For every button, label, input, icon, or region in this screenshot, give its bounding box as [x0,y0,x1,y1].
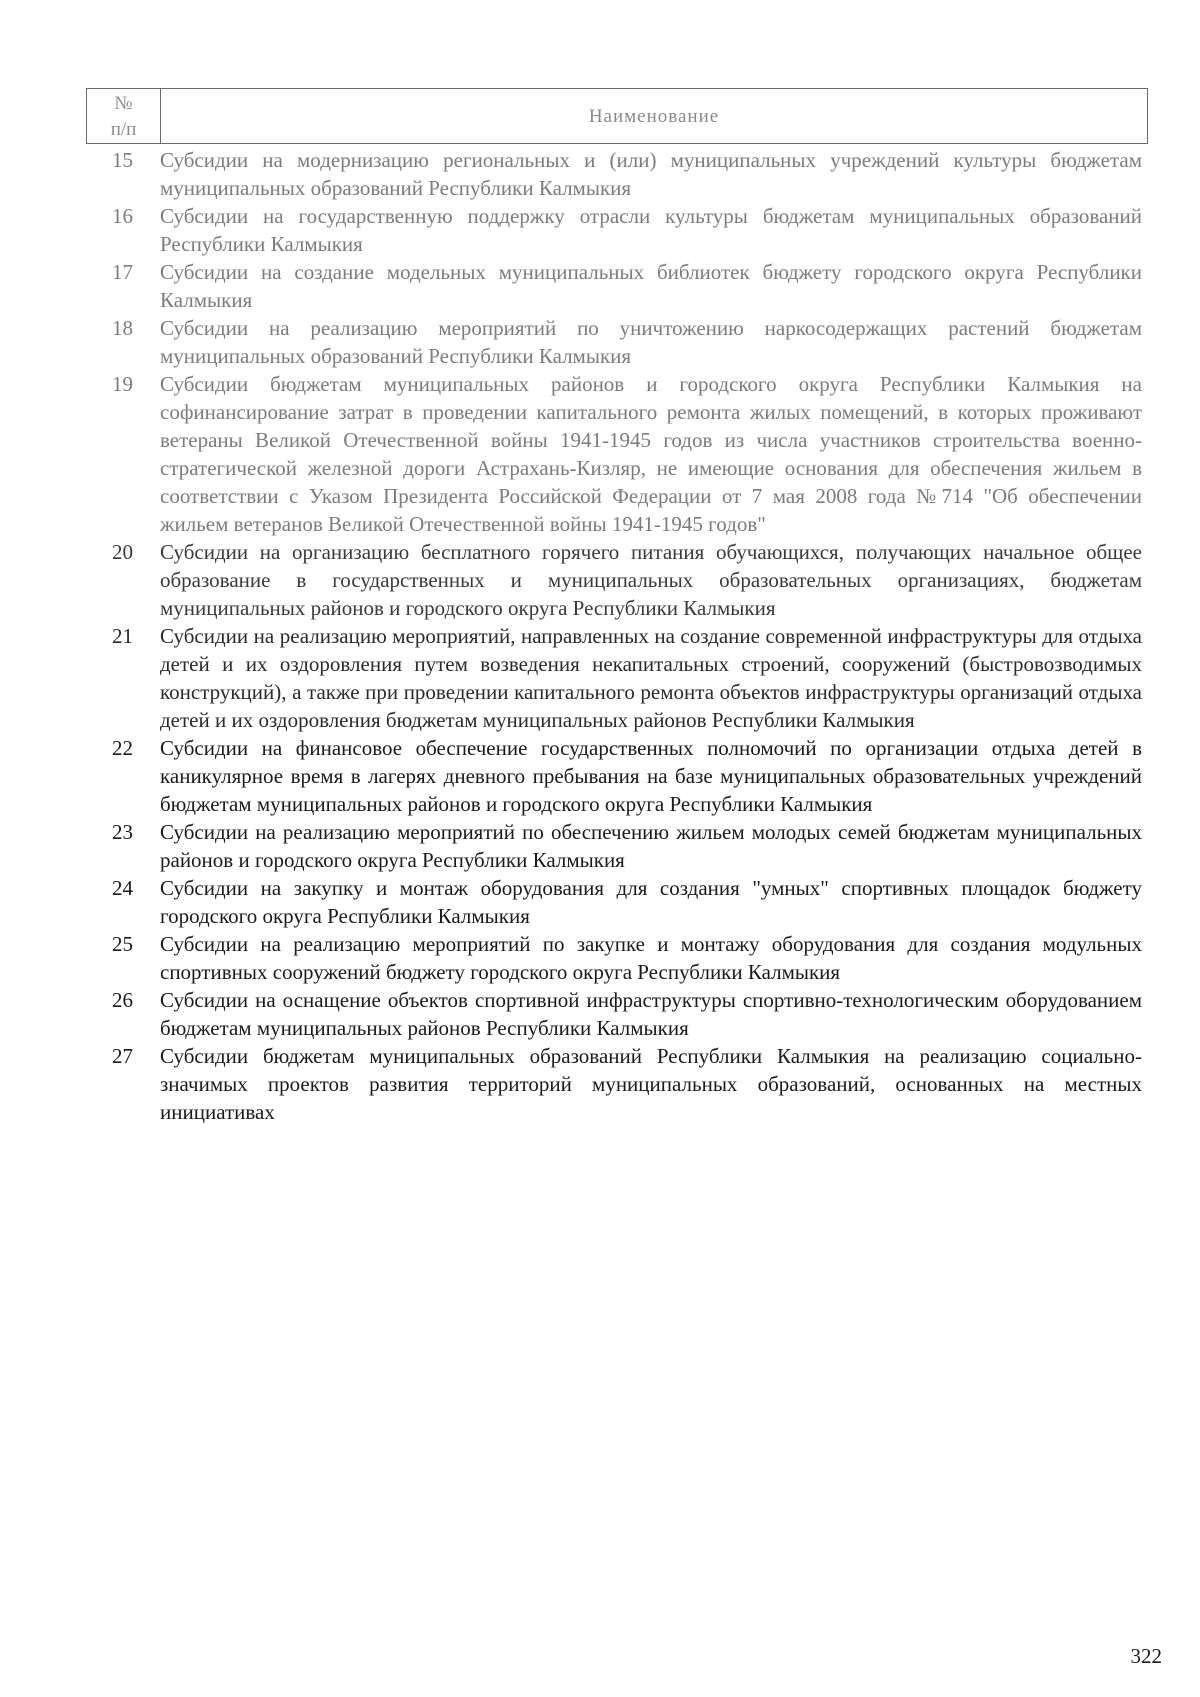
table-row [86,986,1148,1042]
row-text: Субсидии на модернизацию региональных и (или) муниципальных учреждений культуры бюджетам муниципальных образований Республики Калмыкия [160,148,1142,200]
row-text: Субсидии на закупку и монтаж оборудования для создания "умных" спортивных площадок бюджету городского округа Республики Калмыкия [160,876,1142,928]
header-number-abbrev: п/п [110,119,137,140]
row-text: Субсидии бюджетам муниципальных образований Республики Калмыкия на реализацию социально-значимых проектов развития территорий муниципальных образований, основанных на местных инициативах [160,1044,1142,1124]
row-number: 23 [112,820,133,844]
row-number: 16 [112,204,133,228]
row-number: 17 [112,260,133,284]
table-row [86,314,1148,370]
row-number: 24 [112,876,133,900]
row-text: Субсидии на реализацию мероприятий по обеспечению жильем молодых семей бюджетам муниципальных районов и городского округа Республики Калмыкия [160,820,1142,872]
header-name-cell: Наименование [588,106,720,127]
header-number-symbol: № [114,93,133,114]
table-row [86,734,1148,818]
subsidies-table [86,88,1148,1126]
row-text: Субсидии бюджетам муниципальных районов и городского округа Республики Калмыкия на софинансирование затрат в проведении капитального ремонта жилых помещений, в которых проживают ветераны Великой Отечественной войны 1941-1945 годов из числа участников строительства военно-стратегической железной дороги Астрахань-Кизляр, не имеющие основания для обеспечения жильем в соответствии с Указом Президента Российской Федерации от 7 мая 2008 года №714 "Об обеспечении жильем ветеранов Великой Отечественной войны 1941-1945 годов" [160,372,1142,536]
page-number: 322 [1130,1644,1162,1668]
row-number: 20 [112,540,133,564]
table-row [86,370,1148,538]
row-number: 19 [112,372,133,396]
row-number: 18 [112,316,133,340]
row-text: Субсидии на реализацию мероприятий, направленных на создание современной инфраструктуры для отдыха детей и их оздоровления путем возведения некапитальных строений, сооружений (быстровозводимых конструкций), а также при проведении капитального ремонта объектов инфраструктуры организаций отдыха детей и их оздоровления бюджетам муниципальных районов Республики Калмыкия [160,624,1142,732]
row-text: Субсидии на реализацию мероприятий по закупке и монтажу оборудования для создания модульных спортивных сооружений бюджету городского округа Республики Калмыкия [160,932,1142,984]
table-row [86,538,1148,622]
row-text: Субсидии на организацию бесплатного горячего питания обучающихся, получающих начальное общее образование в государственных и муниципальных образовательных организациях, бюджетам муниципальных районов и городского округа Республики Калмыкия [160,540,1142,620]
row-number: 26 [112,988,133,1012]
row-text: Субсидии на оснащение объектов спортивной инфраструктуры спортивно-технологическим оборудованием бюджетам муниципальных районов Республики Калмыкия [160,988,1142,1040]
table-row [86,258,1148,314]
table-row [86,930,1148,986]
table-row [86,874,1148,930]
row-number: 25 [112,932,133,956]
table-body [86,146,1148,1126]
row-text: Субсидии на финансовое обеспечение государственных полномочий по организации отдыха детей в каникулярное время в лагерях дневного пребывания на базе муниципальных образовательных учреждений бюджетам муниципальных районов и городского округа Республики Калмыкия [160,736,1142,816]
table-row [86,1042,1148,1126]
table-row [86,622,1148,734]
table-row [86,818,1148,874]
row-number: 21 [112,624,133,648]
row-text: Субсидии на государственную поддержку отрасли культуры бюджетам муниципальных образований Республики Калмыкия [160,204,1142,256]
table-header [86,88,1148,144]
row-number: 15 [112,148,133,172]
row-number: 22 [112,736,133,760]
row-number: 27 [112,1044,133,1068]
table-row [86,146,1148,202]
table-row [86,202,1148,258]
row-text: Субсидии на реализацию мероприятий по уничтожению наркосодержащих растений бюджетам муниципальных образований Республики Калмыкия [160,316,1142,368]
row-text: Субсидии на создание модельных муниципальных библиотек бюджету городского округа Республики Калмыкия [160,260,1142,312]
header-number-cell [87,89,161,143]
